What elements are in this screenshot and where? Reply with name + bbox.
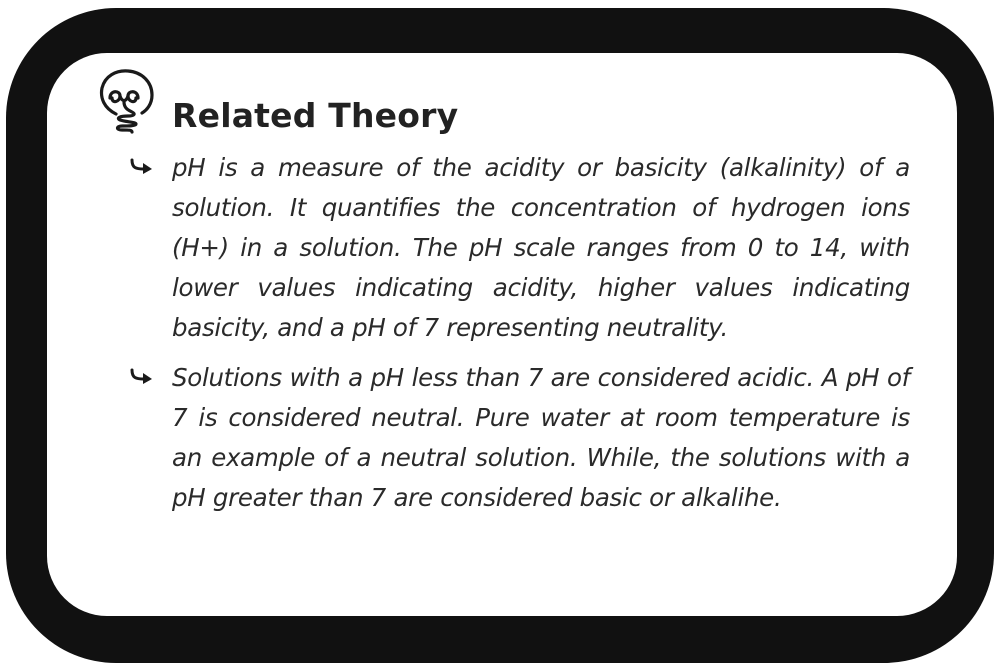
curved-arrow-icon [130, 158, 156, 174]
section-header [98, 68, 598, 140]
list-item [130, 148, 910, 348]
list-item [130, 358, 910, 518]
curved-arrow-icon [130, 368, 156, 384]
bullet-text: pH is a measure of the acidity or basicity (alkalinity) of a solution. It quantifies the concentration of hydrogen ions (H+) in a solution. The pH scale ranges from 0 to 14, with lower values indicating acidity, higher values indicating basicity, and a pH of 7 representing neutrality. [172, 153, 910, 342]
bullet-text: Solutions with a pH less than 7 are considered acidic. A pH of 7 is considered neutral. Pure water at room temperature is an example of a neutral solution. While, the solutions with a pH greater than 7 are considered basic or alkalihe. [172, 363, 910, 512]
lightbulb-icon [98, 68, 158, 140]
bullet-list [130, 148, 910, 528]
section-title: Related Theory [172, 96, 459, 135]
